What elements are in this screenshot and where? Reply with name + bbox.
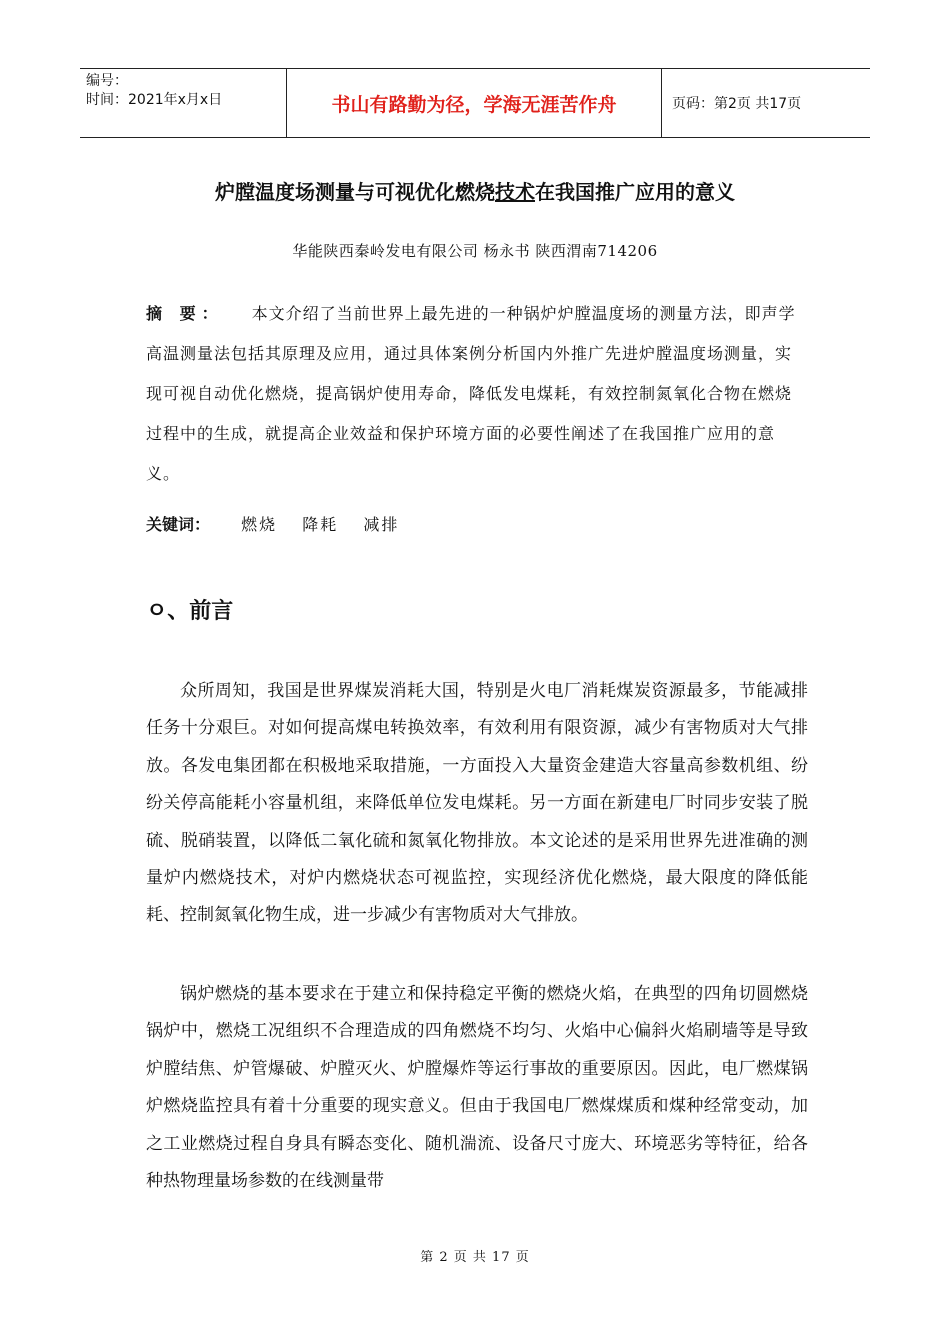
title-underlined-term: 技术 (495, 180, 535, 204)
title-part-2: 在我国推广应用的意义 (535, 180, 735, 204)
keywords (146, 512, 419, 535)
keyword: 减排 (363, 515, 400, 534)
abstract (146, 294, 808, 494)
paragraph-text: 众所周知，我国是世界煤炭消耗大国，特别是火电厂消耗煤炭资源最多，节能减排任务十分艰巨。对如何提高煤电转换效率，有效利用有限资源，减少有害物质对大气排放。各发电集团都在积极地采取措施，一方面投入大量资金建造大容量高参数机组、纷纷关停高能耗小容量机组，来降低单位发电煤耗。另一方面在新建电厂时同步安装了脱硫、脱硝装置，以降低二氧化硫和氮氧化物排放。本文论述的是采用世界先进准确的测量炉内燃烧技术，对炉内燃烧状态可视监控，实现经济优化燃烧，最大限度的降低能耗、控制氮氧化物生成，进一步减少有害物质对大气排放。 (146, 681, 808, 926)
header-page-info: 页码：第2页 共17页 (672, 96, 802, 112)
body-paragraph-1 (146, 673, 808, 935)
abstract-text: 本文介绍了当前世界上最先进的一种锅炉炉膛温度场的测量方法，即声学高温测量法包括其原理及应用，通过具体案例分析国内外推广先进炉膛温度场测量，实现可视自动优化燃烧，提高锅炉使用寿命，降低发电煤耗，有效控制氮氧化合物在燃烧过程中的生成，就提高企业效益和保护环境方面的必要性阐述了在我国推广应用的意义。 (146, 304, 796, 483)
abstract-label: 摘 要： (146, 304, 224, 323)
paragraph-text: 锅炉燃烧的基本要求在于建立和保持稳定平衡的燃烧火焰，在典型的四角切圆燃烧锅炉中，燃烧工况组织不合理造成的四角燃烧不均匀、火焰中心偏斜火焰刷墙等是导致炉膛结焦、炉管爆破、炉膛灭火、炉膛爆炸等运行事故的重要原因。因此，电厂燃煤锅炉燃烧监控具有着十分重要的现实意义。但由于我国电厂燃煤煤质和煤种经常变动，加之工业燃烧过程自身具有瞬态变化、随机湍流、设备尺寸庞大、环境恶劣等特征，给各种热物理量场参数的在线测量带 (146, 984, 808, 1192)
keywords-label: 关键词： (146, 515, 211, 534)
section-heading: ㅇ、前言 (146, 599, 234, 624)
body-paragraph-2 (146, 976, 808, 1200)
keyword: 燃烧 (241, 515, 278, 534)
header-meta (80, 69, 286, 137)
author-line: 华能陕西秦岭发电有限公司 杨永书 陕西渭南714206 (292, 242, 658, 260)
document-number-label: 编号： (86, 73, 128, 89)
header-motto: 书山有路勤为径，学海无涯苦作舟 (286, 69, 662, 137)
document-time-label: 时间：2021年x月x日 (86, 92, 223, 108)
title-part-1: 炉膛温度场测量与可视优化燃烧 (215, 180, 495, 204)
document-title (0, 176, 950, 205)
header-table (80, 68, 870, 138)
keyword: 降耗 (302, 515, 339, 534)
page-footer: 第 2 页 共 17 页 (420, 1250, 530, 1265)
